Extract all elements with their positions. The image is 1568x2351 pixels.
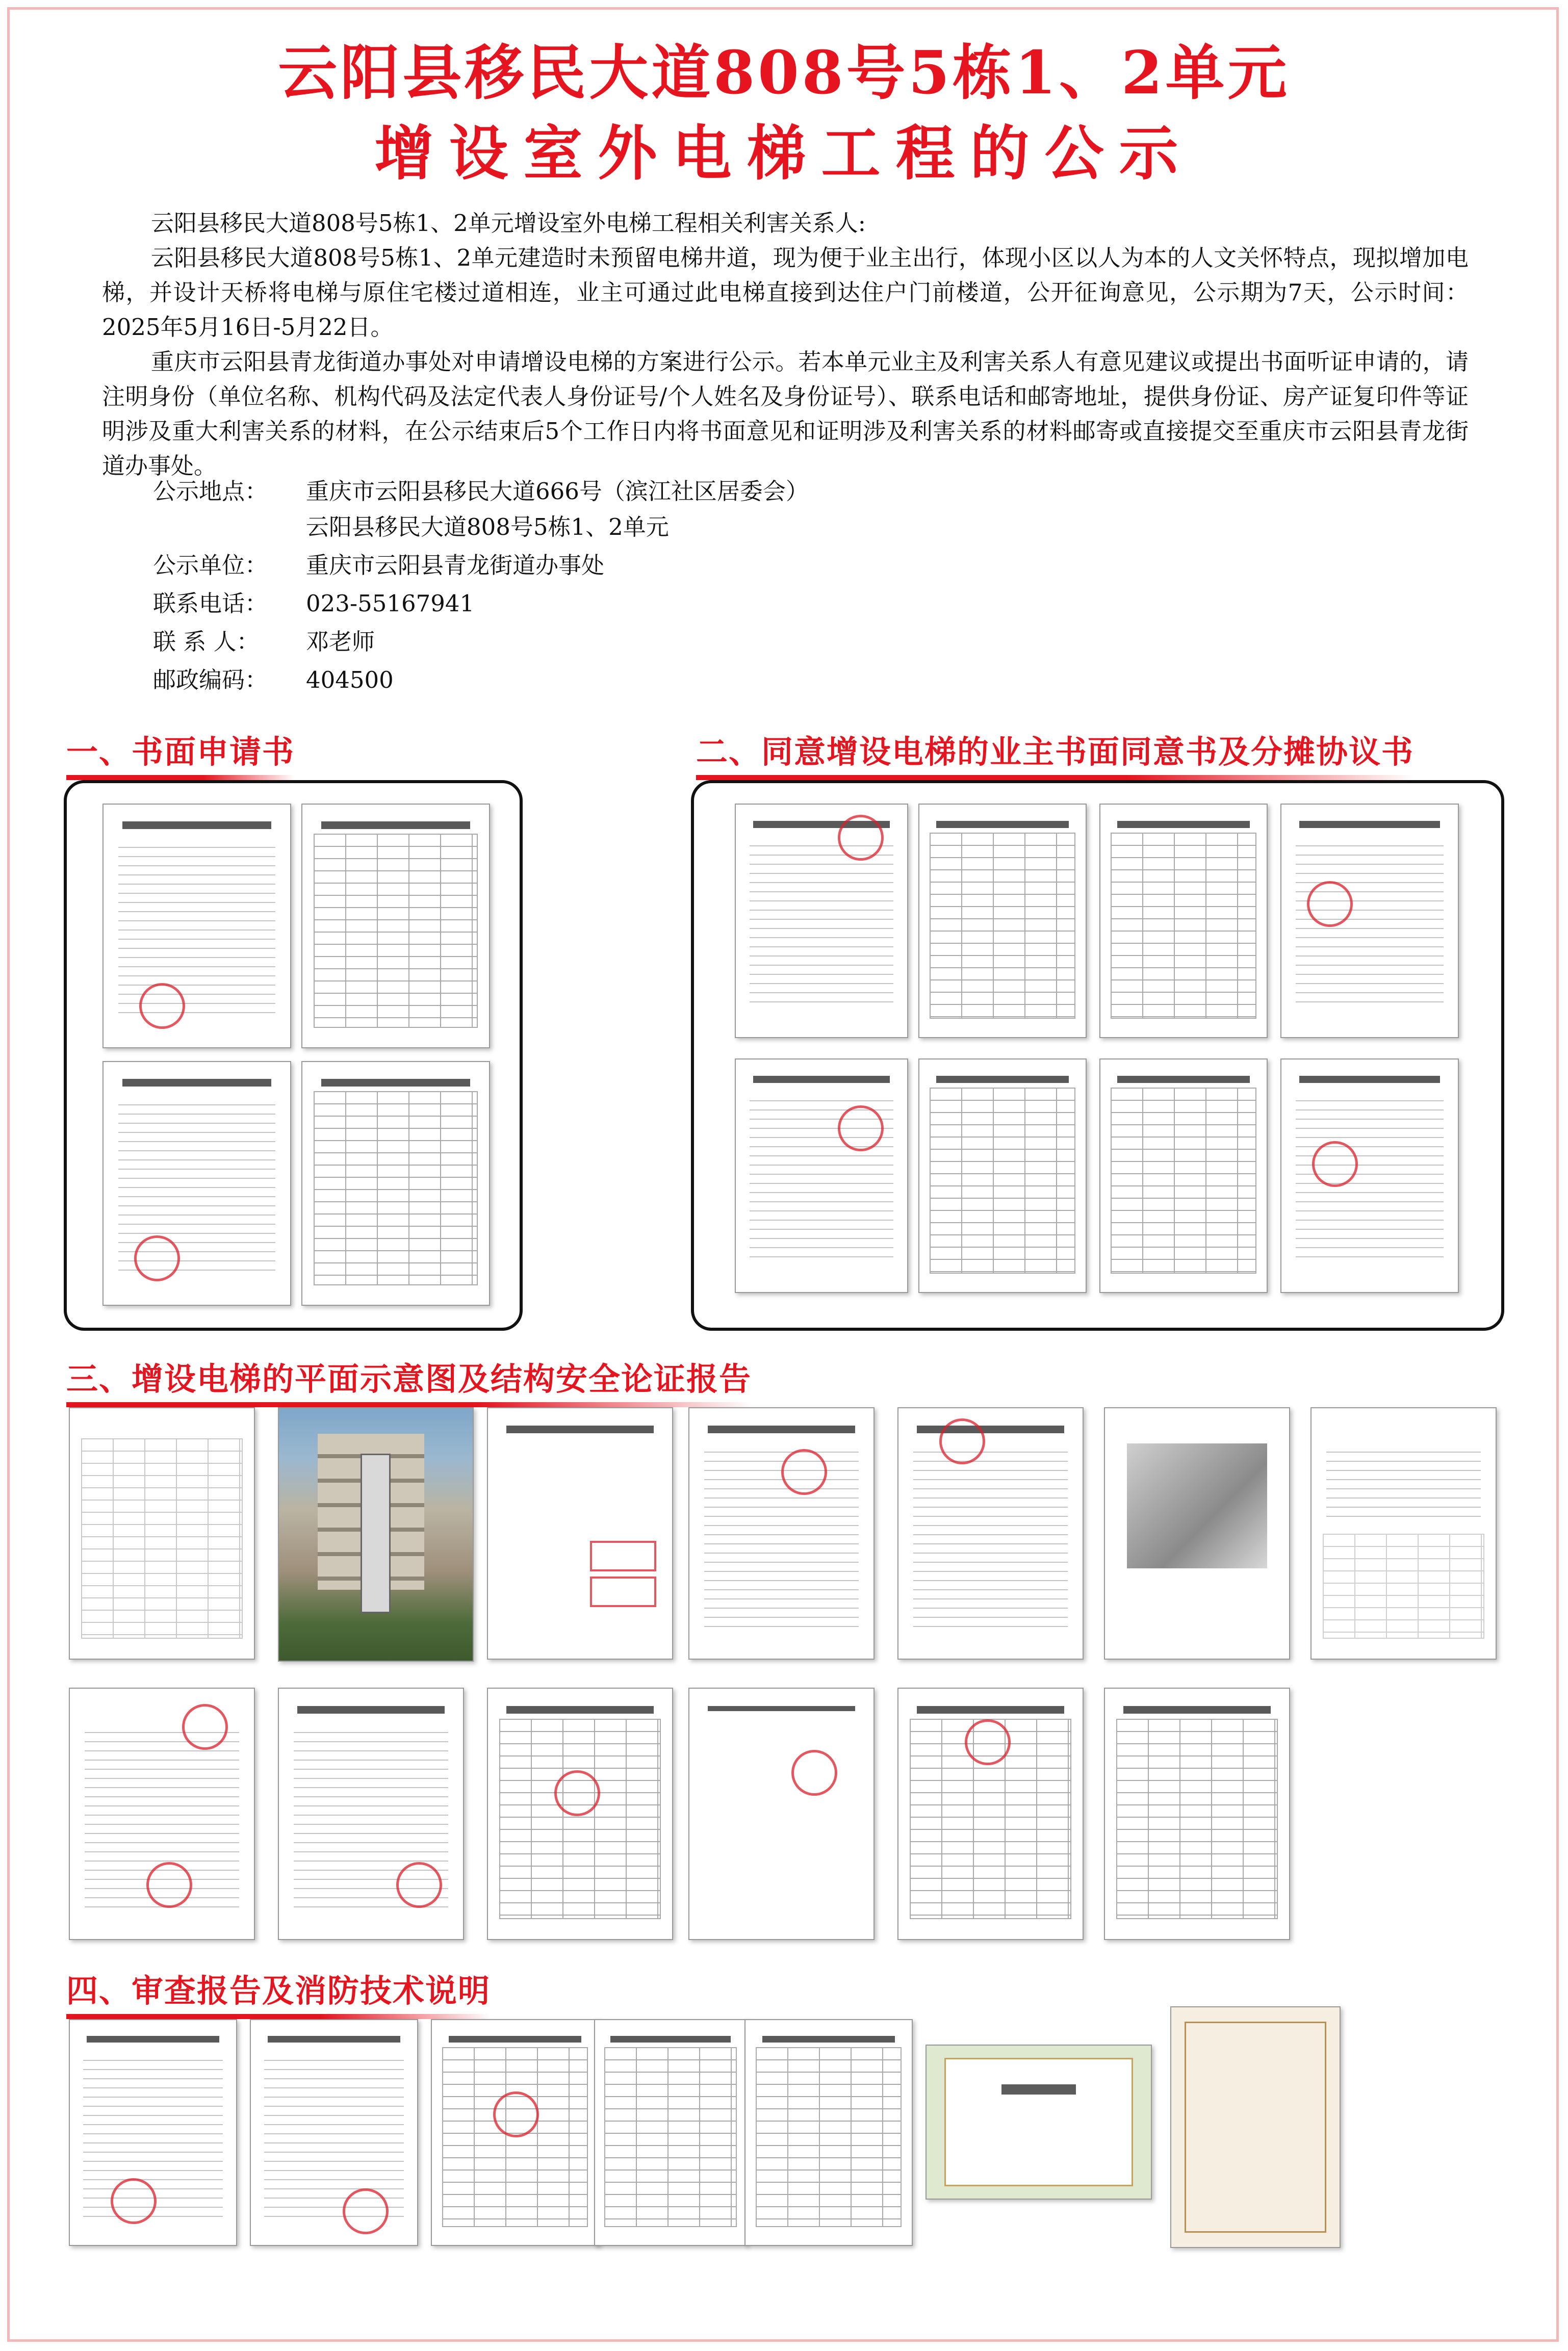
review-opinion-doc[interactable]	[250, 2019, 418, 2246]
proxy-list-doc-1[interactable]	[918, 804, 1087, 1038]
floor-plan-doc[interactable]	[69, 1407, 255, 1660]
location-label: 公示地点：	[153, 478, 268, 505]
business-license[interactable]	[926, 2045, 1152, 2200]
title-line-1: 云阳县移民大道808号5栋1、2单元	[278, 38, 1290, 108]
postcode-row	[153, 663, 394, 697]
review-table-3[interactable]	[1104, 1688, 1290, 1940]
safety-report-drawing-page[interactable]	[1310, 1407, 1497, 1660]
safety-report-photo-page[interactable]	[1104, 1407, 1290, 1660]
section-2-panel	[691, 780, 1504, 1331]
safety-report-page-1[interactable]	[688, 1407, 875, 1660]
section-3-title: 三、增设电梯的平面示意图及结构安全论证报告	[66, 1360, 752, 1398]
location-2: 云阳县移民大道808号5栋1、2单元	[306, 513, 669, 540]
section-2-heading	[696, 727, 1414, 772]
section-3-heading	[66, 1354, 752, 1399]
postcode-label: 邮政编码：	[153, 666, 268, 693]
fire-review-table-1[interactable]	[431, 2019, 599, 2246]
paragraph-2: 重庆市云阳县青龙街道办事处对申请增设电梯的方案进行公示。若本单元业主及利害关系人有意见建议或提出书面听证申请的，请注明身份（单位名称、机构代码及法定代表人身份证号/个人姓名及身份证号）、联系电话和邮寄地址，提供身份证、房产证复印件等证明涉及重大利害关系的材料，在公示结束后5个工作日内将书面意见和证明涉及利害关系的材料邮寄或直接提交至重庆市云阳县青龙街道办事处。	[102, 348, 1469, 479]
section-4-heading	[66, 1966, 491, 2011]
authorization-doc-2[interactable]	[735, 1058, 908, 1293]
qualification-certificate-1[interactable]	[278, 1688, 464, 1940]
section-1-title: 一、书面申请书	[66, 733, 295, 770]
review-table-2[interactable]	[897, 1688, 1084, 1940]
authorization-doc-1[interactable]	[735, 804, 908, 1038]
application-signatures-1[interactable]	[301, 804, 490, 1048]
proxy-list-doc-2[interactable]	[918, 1058, 1087, 1293]
consent-doc-2[interactable]	[1099, 1058, 1268, 1293]
postcode-value: 404500	[306, 666, 394, 693]
safety-report-page-2[interactable]	[897, 1407, 1084, 1660]
location-1: 重庆市云阳县移民大道666号（滨江社区居委会）	[306, 478, 809, 505]
notice-body	[102, 206, 1469, 483]
cost-sharing-doc-1[interactable]	[1280, 804, 1459, 1038]
title-line-2: 增设室外电梯工程的公示	[374, 119, 1194, 188]
section-1-panel	[64, 780, 523, 1331]
consent-doc-1[interactable]	[1099, 804, 1268, 1038]
special-equipment-license[interactable]	[1170, 2006, 1341, 2248]
safety-report-cover[interactable]	[487, 1407, 673, 1660]
review-table-1[interactable]	[487, 1688, 673, 1940]
unit-label: 公示单位：	[153, 552, 268, 579]
phone-value: 023-55167941	[306, 590, 475, 617]
phone-row	[153, 586, 474, 621]
person-label: 联 系 人：	[153, 628, 260, 655]
fire-review-table-3[interactable]	[744, 2019, 913, 2246]
unit-row	[153, 548, 604, 583]
section-1-heading	[66, 727, 295, 772]
application-doc-2[interactable]	[102, 1061, 291, 1306]
section-4-title: 四、审查报告及消防技术说明	[66, 1972, 491, 2009]
elevator-photo[interactable]	[278, 1407, 474, 1662]
salutation: 云阳县移民大道808号5栋1、2单元增设室外电梯工程相关利害关系人:	[151, 210, 866, 237]
review-memo-1[interactable]	[688, 1688, 875, 1940]
phone-label: 联系电话：	[153, 590, 268, 617]
paragraph-1: 云阳县移民大道808号5栋1、2单元建造时未预留电梯井道，现为便于业主出行，体现小区以人为本的人文关怀特点，现拟增加电梯，并设计天桥将电梯与原住宅楼过道相连，业主可通过此电梯直接到达住户门前楼道，公开征询意见，公示期为7天，公示时间：2025年5月16日-5月22日。	[102, 244, 1469, 341]
location-row-2	[153, 510, 669, 545]
cost-sharing-doc-2[interactable]	[1280, 1058, 1459, 1293]
person-row	[153, 625, 375, 659]
unit-value: 重庆市云阳县青龙街道办事处	[306, 552, 605, 579]
application-doc-1[interactable]	[102, 804, 291, 1048]
section-2-title: 二、同意增设电梯的业主书面同意书及分摊协议书	[696, 733, 1415, 770]
location-row	[153, 474, 809, 509]
fire-review-table-2[interactable]	[594, 2019, 747, 2246]
person-value: 邓老师	[306, 628, 375, 655]
qualification-certificate-2[interactable]	[69, 2019, 237, 2246]
review-page-1[interactable]	[69, 1688, 255, 1940]
application-signatures-2[interactable]	[301, 1061, 490, 1306]
